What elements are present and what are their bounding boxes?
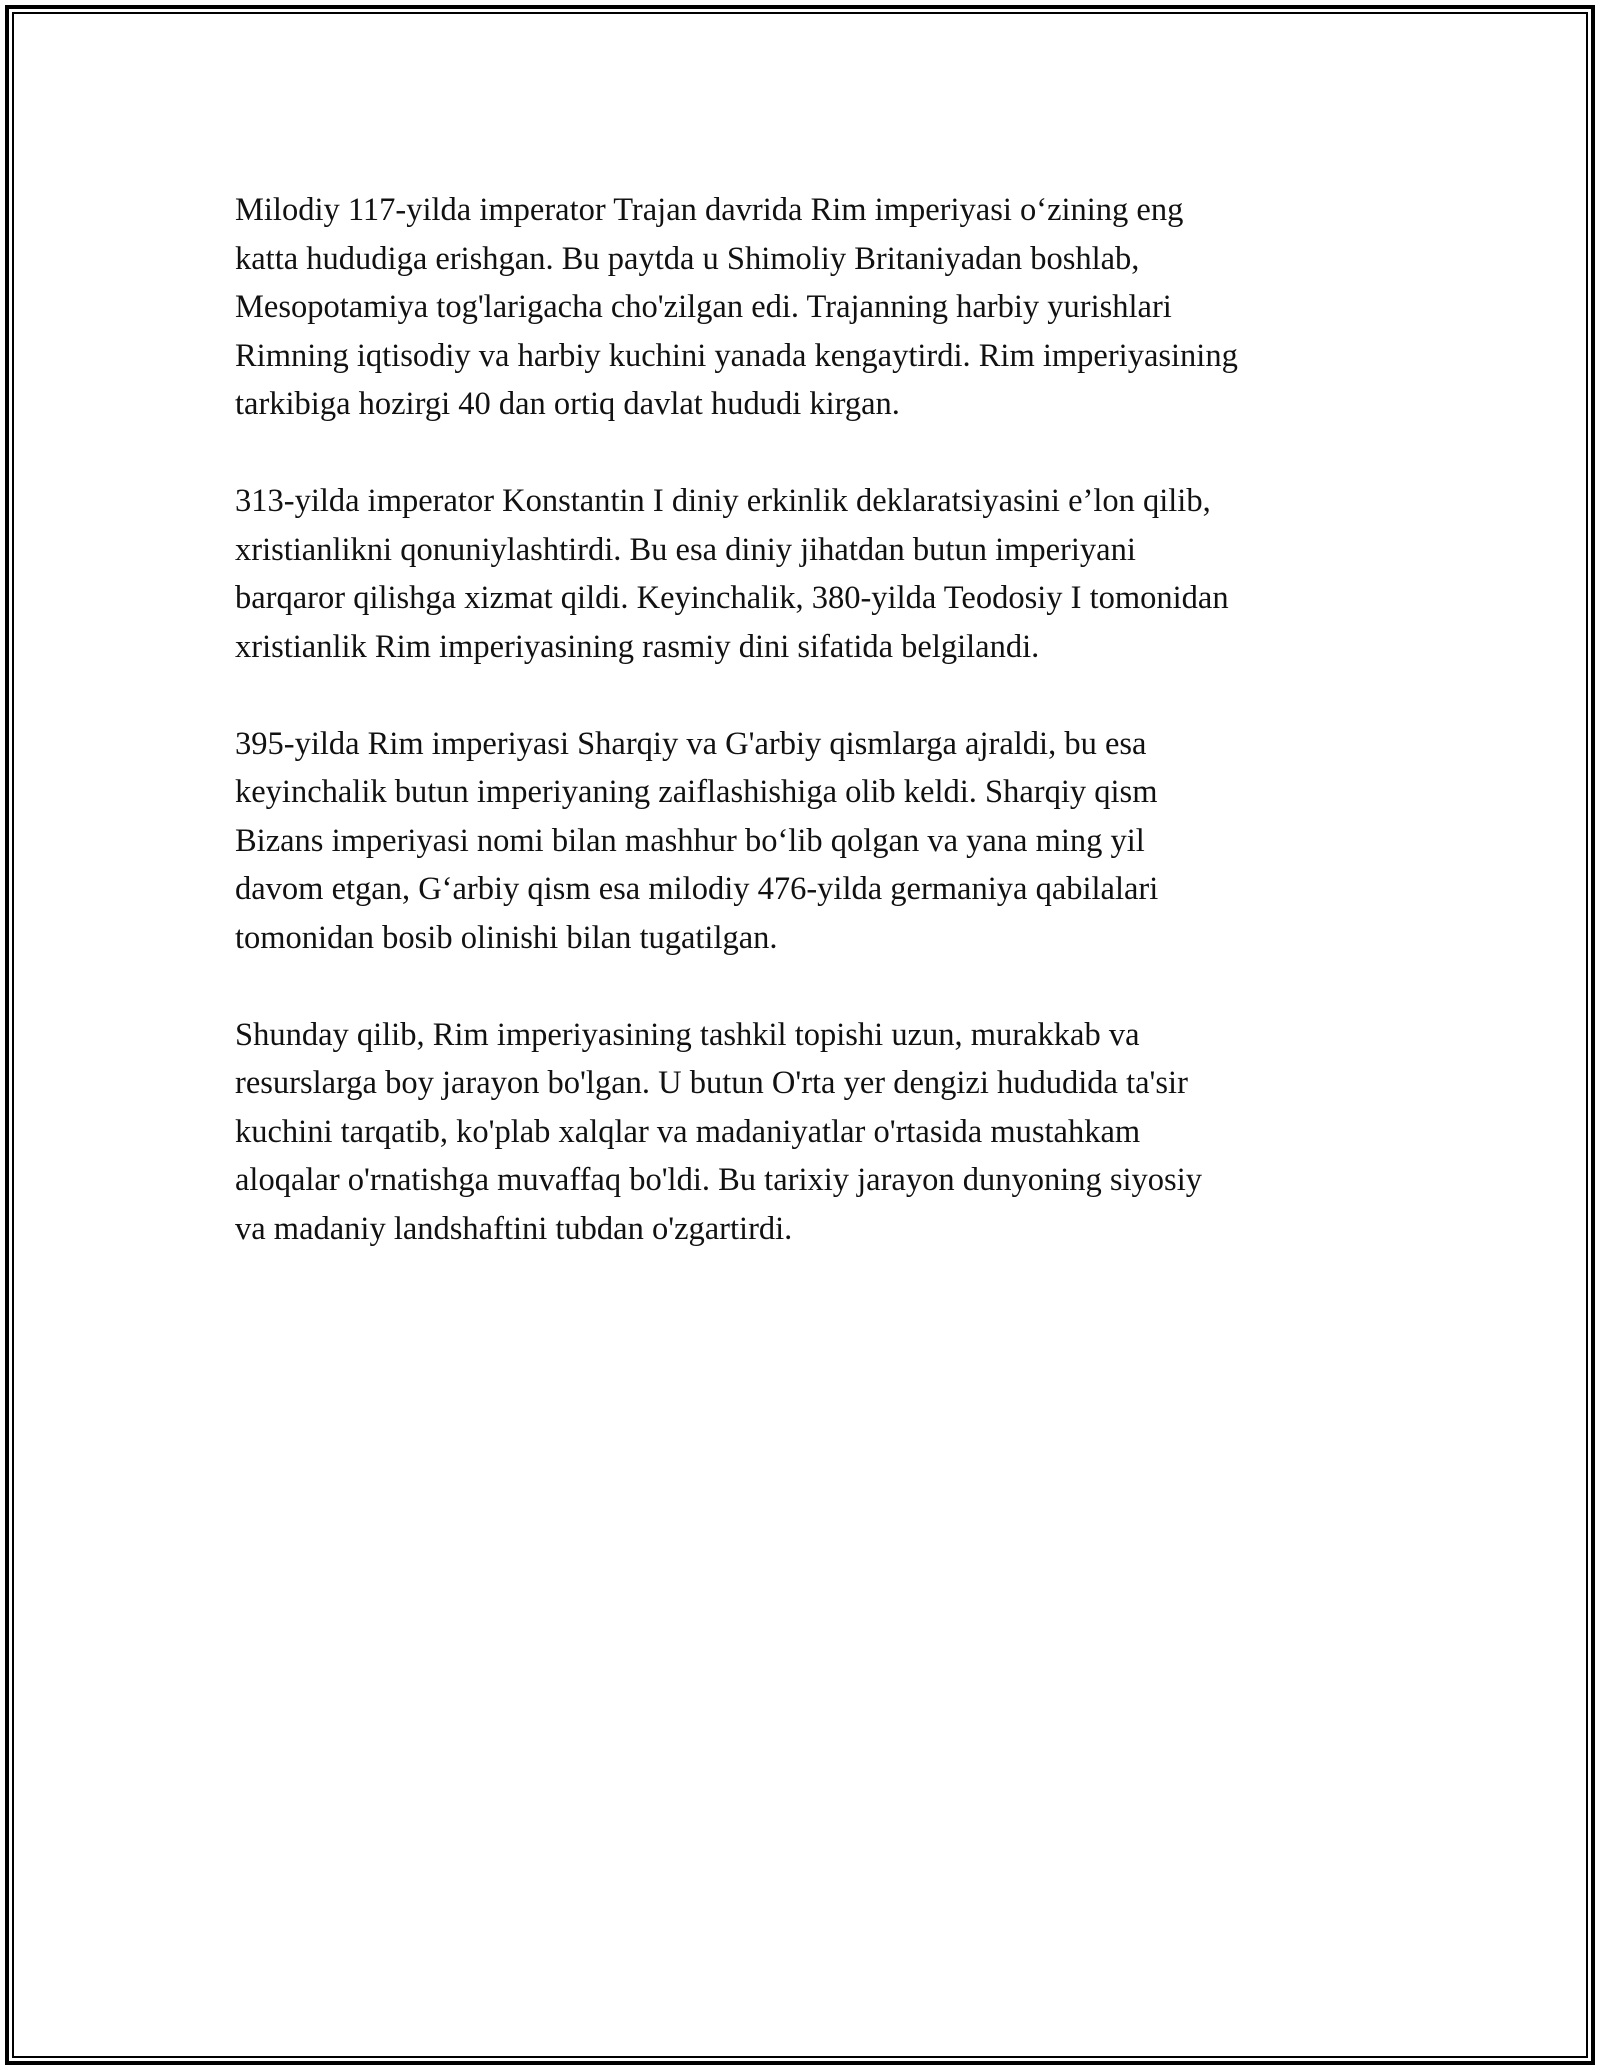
- text-line: tarkibiga hozirgi 40 dan ortiq davlat hududi kirgan.: [235, 386, 900, 422]
- text-line: barqaror qilishga xizmat qildi. Keyinchalik, 380-yilda Teodosiy I tomonidan: [235, 580, 1229, 616]
- text-line: katta hududiga erishgan. Bu paytda u Shimoliy Britaniyadan boshlab,: [235, 240, 1140, 277]
- text-line: xristianlik Rim imperiyasining rasmiy dini sifatida belgilandi.: [235, 628, 1040, 665]
- text-line: 395-yilda Rim imperiyasi Sharqiy va G'arbiy qismlarga ajraldi, bu esa: [235, 725, 1147, 762]
- text-line: Milodiy 117-yilda imperator Trajan davrida Rim imperiyasi o‘zining eng: [235, 192, 1184, 228]
- text-line: Bizans imperiyasi nomi bilan mashhur bo‘lib qolgan va yana ming yil: [235, 822, 1145, 859]
- paragraph-division: [235, 720, 1385, 963]
- text-line: davom etgan, G‘arbiy qism esa milodiy 476-yilda germaniya qabilalari: [235, 871, 1159, 907]
- text-line: tomonidan bosib olinishi bilan tugatilgan.: [235, 919, 778, 956]
- text-line: Rimning iqtisodiy va harbiy kuchini yanada kengaytirdi. Rim imperiyasining: [235, 337, 1238, 374]
- document-body: [235, 186, 1385, 1302]
- text-line: va madaniy landshaftini tubdan o'zgartirdi.: [235, 1210, 793, 1247]
- text-line: aloqalar o'rnatishga muvaffaq bo'ldi. Bu tarixiy jarayon dunyoning siyosiy: [235, 1162, 1202, 1198]
- text-line: resurslarga boy jarayon bo'lgan. U butun O'rta yer dengizi hududida ta'sir: [235, 1065, 1188, 1101]
- text-line: Shunday qilib, Rim imperiyasining tashkil topishi uzun, murakkab va: [235, 1016, 1140, 1053]
- text-line: 313-yilda imperator Konstantin I diniy erkinlik deklaratsiyasini e’lon qilib,: [235, 483, 1211, 519]
- text-line: xristianlikni qonuniylashtirdi. Bu esa diniy jihatdan butun imperiyani: [235, 531, 1136, 568]
- text-line: Mesopotamiya tog'larigacha cho'zilgan edi. Trajanning harbiy yurishlari: [235, 289, 1172, 325]
- text-line: keyinchalik butun imperiyaning zaiflashishiga olib keldi. Sharqiy qism: [235, 774, 1158, 810]
- text-line: kuchini tarqatib, ko'plab xalqlar va madaniyatlar o'rtasida mustahkam: [235, 1113, 1141, 1150]
- paragraph-trajan: [235, 186, 1385, 429]
- paragraph-conclusion: [235, 1011, 1385, 1254]
- paragraph-konstantin: [235, 477, 1385, 671]
